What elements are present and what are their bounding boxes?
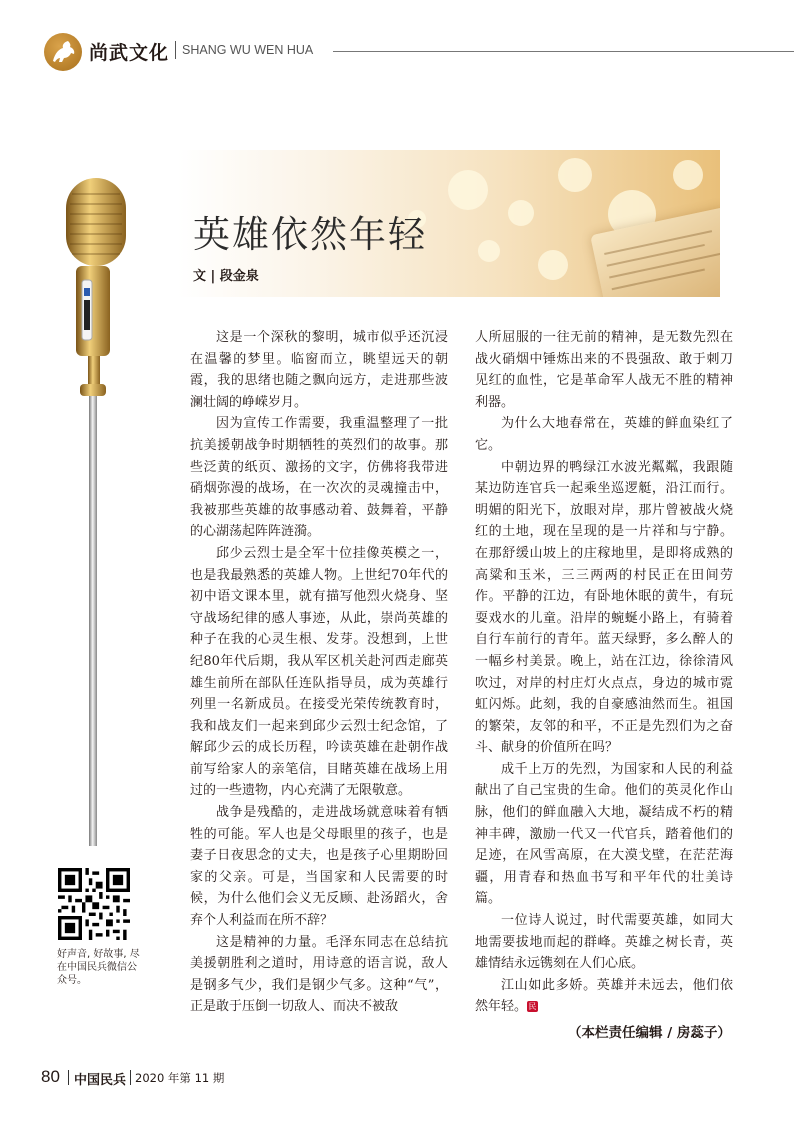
paragraph: 一位诗人说过，时代需要英雄，如同大地需要拔地而起的群峰。英雄之树长青，英雄情结永远镌刻在人们心底。 (475, 913, 733, 972)
issue-info: 2020 年第 11 期 (135, 1071, 225, 1085)
paragraph-final (475, 975, 733, 1018)
end-mark-icon: 民 (528, 1002, 537, 1012)
footer-divider (68, 1070, 69, 1085)
paragraph: 这是精神的力量。毛泽东同志在总结抗美援朝胜利之道时，用诗意的语言说，敌人是钢多气少，我们是钢少气多。这种“气”，正是敢于压倒一切敌人、而决不被敌 (190, 934, 448, 1015)
horse-logo-icon (44, 33, 82, 71)
qr-caption: 好声音, 好故事, 尽在中国民兵微信公众号。 (57, 949, 140, 986)
byline: 文 | 段金泉 (193, 269, 259, 284)
paragraph: 成千上万的先烈，为国家和人民的利益献出了自己宝贵的生命。他们的英灵化作山脉，他们的鲜血融入大地，凝结成不朽的精神丰碑，激励一代又一代官兵，踏着他们的足迹，在风雪高原，在大漠戈壁，在茫茫海疆，用青春和热血书写和平年代的壮美诗篇。 (475, 761, 733, 907)
column-title: 尚武文化 (89, 42, 170, 64)
footer-divider (130, 1070, 131, 1085)
article-column-left (190, 327, 448, 1018)
paragraph: 因为宣传工作需要，我重温整理了一批抗美援朝战争时期牺牲的英烈们的故事。那些泛黄的纸页、激扬的文字，仿佛将我带进硝烟弥漫的战场，在一次次的灵魂撞击中，我被那些英雄的故事感动着、鼓舞着，平静的心湖荡起阵阵涟漪。 (190, 416, 448, 540)
paragraph: 中朝边界的鸭绿江水波光粼粼，我跟随某边防连官兵一起乘坐巡逻艇，沿江而行。明媚的阳光下，放眼对岸，那片曾被战火烧红的土地，现在呈现的是一片祥和与宁静。在那舒缓山坡上的庄稼地里，是即将成熟的高粱和玉米，三三两两的村民正在田间劳作。平静的江边，有卧地休眠的黄牛，有玩耍戏水的儿童。沿岸的蜿蜒小路上，有骑着自行车前行的青年。蓝天绿野，多么醉人的一幅乡村美景。晚上，站在江边，徐徐清风吹过，对岸的村庄灯火点点，身边的城市霓虹闪烁。此刻，我的自豪感油然而生。祖国的繁荣，友邻的和平，不正是先烈们为之奋斗、献身的价值所在吗？ (475, 459, 733, 756)
article-column-right (475, 327, 733, 1018)
paragraph-final-text: 江山如此多娇。英雄并未远去，他们依然年轻。 (475, 977, 733, 1015)
paragraph: 战争是残酷的，走进战场就意味着有牺牲的可能。军人也是父母眼里的孩子，也是妻子日夜思念的丈夫，也是孩子心里期盼回家的父亲。可是，当国家和人民需要的时候，为什么他们会义无反顾、赴汤蹈火，舍弃个人利益而在所不辞？ (190, 805, 448, 929)
responsible-editor: （本栏责任编辑 / 房蕊子） (568, 1025, 731, 1041)
microphone-illustration (58, 170, 148, 850)
paragraph: 邱少云烈士是全军十位挂像英模之一，也是我最熟悉的英雄人物。上世纪70年代的初中语文课本里，就有描写他烈火烧身、坚守战场纪律的感人事迹，从此，崇尚英雄的种子在我的心灵生根、发芽。没想到，上世纪80年代后期，我从军区机关赴河西走廊英雄生前所在部队任连队指导员，成为英雄行列里一名新成员。在接受光荣传统教育时，我和战友们一起来到邱少云烈士纪念馆，了解邱少云的成长历程，吟读英雄在赴朝作战前写给家人的亲笔信，目睹英雄在战场上用过的一些遗物，内心充满了无限敬意。 (190, 545, 448, 799)
header-divider (175, 41, 176, 59)
paragraph: 为什么大地春常在，英雄的鲜血染红了它。 (475, 416, 733, 453)
page-number: 80 (41, 1067, 60, 1086)
magazine-name: 中国民兵 (74, 1073, 127, 1088)
paragraph: 这是一个深秋的黎明，城市似乎还沉浸在温馨的梦里。临窗而立，眺望远天的朝霞，我的思绪也随之飘向远方，走进那些波澜壮阔的峥嵘岁月。 (190, 330, 448, 410)
header-rule (333, 51, 794, 52)
column-pinyin: SHANG WU WEN HUA (182, 43, 314, 57)
article-title: 英雄依然年轻 (193, 213, 427, 256)
qr-code (58, 868, 130, 940)
paragraph: 人所屈服的一往无前的精神，是无数先烈在战火硝烟中锤炼出来的不畏强敌、敢于刺刀见红的血性，它是革命军人战无不胜的精神利器。 (475, 330, 733, 410)
